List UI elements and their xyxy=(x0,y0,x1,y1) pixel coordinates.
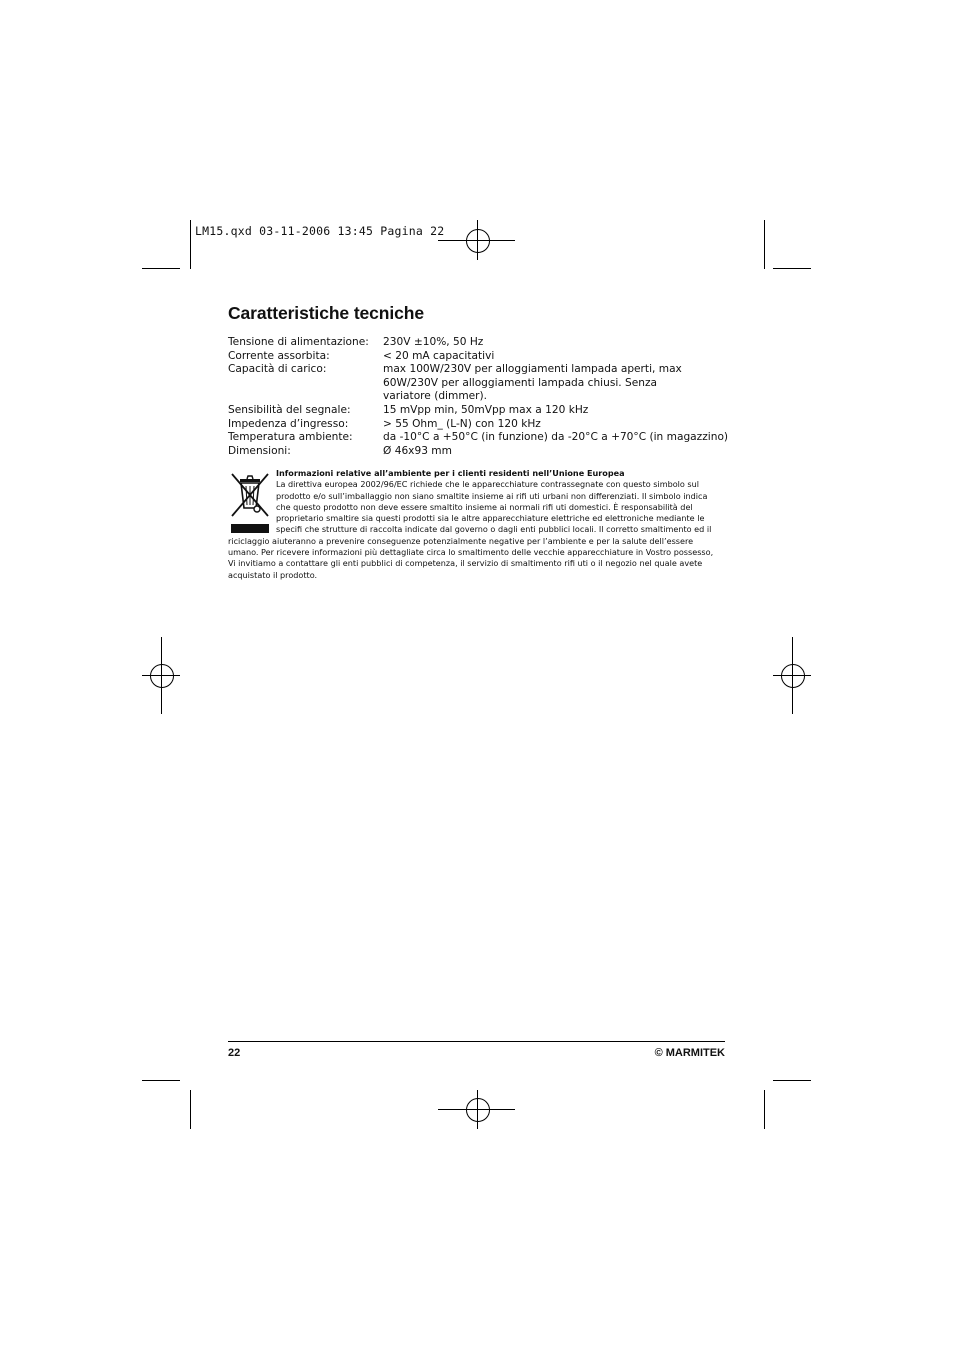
spec-value: > 55 Ohm_ (L-N) con 120 kHz xyxy=(383,417,541,430)
spec-label: Tensione di alimentazione: xyxy=(228,336,369,348)
spec-row xyxy=(228,336,728,350)
spec-label: Impedenza d’ingresso: xyxy=(228,417,349,430)
spec-row xyxy=(228,363,728,404)
spec-label: Capacità di carico: xyxy=(228,363,327,376)
spec-value: max 100W/230V per alloggiamenti lampada aperti, max 60W/230V per alloggiamenti lampada chiusi. Senza variatore (dimmer). xyxy=(383,363,682,403)
spec-label: Corrente assorbita: xyxy=(228,349,330,362)
spec-label: Temperatura ambiente: xyxy=(228,431,353,444)
registration-mark-icon xyxy=(781,664,805,688)
registration-mark-icon xyxy=(150,664,174,688)
spec-value: 230V ±10%, 50 Hz xyxy=(383,336,484,348)
spec-row xyxy=(228,404,728,418)
spec-label: Dimensioni: xyxy=(228,444,291,457)
file-slug: LM15.qxd 03-11-2006 13:45 Pagina 22 xyxy=(195,224,445,238)
registration-mark-icon xyxy=(466,1098,490,1122)
spec-value: da -10°C a +50°C (in funzione) da -20°C a +70°C (in magazzino) xyxy=(383,431,729,444)
spec-value: Ø 46x93 mm xyxy=(383,444,452,457)
spec-row xyxy=(228,418,728,432)
section-title: Caratteristiche tecniche xyxy=(228,303,425,323)
footer-rule xyxy=(228,1041,725,1042)
spec-row xyxy=(228,445,728,459)
spec-value: 15 mVpp min, 50mVpp max a 120 kHz xyxy=(383,403,589,416)
spec-label: Sensibilità del segnale: xyxy=(228,403,351,416)
spec-value: < 20 mA capacitativi xyxy=(383,349,495,362)
spec-row xyxy=(228,431,728,445)
eu-notice-heading: Informazioni relative all’ambiente per i clienti residenti nell’Unione Europea xyxy=(276,468,625,478)
spec-row xyxy=(228,350,728,364)
brand-copyright: © MARMITEK xyxy=(654,1047,725,1059)
spec-table xyxy=(228,336,728,458)
registration-mark-icon xyxy=(466,229,490,253)
eu-notice-body: La direttiva europea 2002/96/EC richiede che le apparecchiature contrassegnate con questo simbolo sul prodotto e/o sull’imballaggio non siano smaltite insieme ai rifi uti urbani non differenziati. Il simbolo indica che questo prodotto non deve essere smaltito insieme ai normali rifi uti domestici. È responsabilità del proprietario smaltire sia questi prodotti sia le altre apparecchiature elettriche ed elettroniche mediante le specifi che strutture di raccolta indicate dal governo o dagli enti pubblici locali. Il corretto smaltimento ed il riciclaggio aiuteranno a prevenire conseguenze potenzialmente negative per l’ambiente e per la salute dell’essere umano. Per ricevere informazioni più dettagliate circa lo smaltimento delle vecchie apparecchiature in Vostro possesso, Vi invitiamo a contattare gli enti pubblici di competenza, il servizio di smaltimento rifi uti o il negozio nel quale avete acquistato il prodotto. xyxy=(228,479,714,580)
eu-weee-notice xyxy=(228,468,720,581)
page-number: 22 xyxy=(228,1047,241,1059)
weee-crossed-bin-icon xyxy=(228,470,272,534)
